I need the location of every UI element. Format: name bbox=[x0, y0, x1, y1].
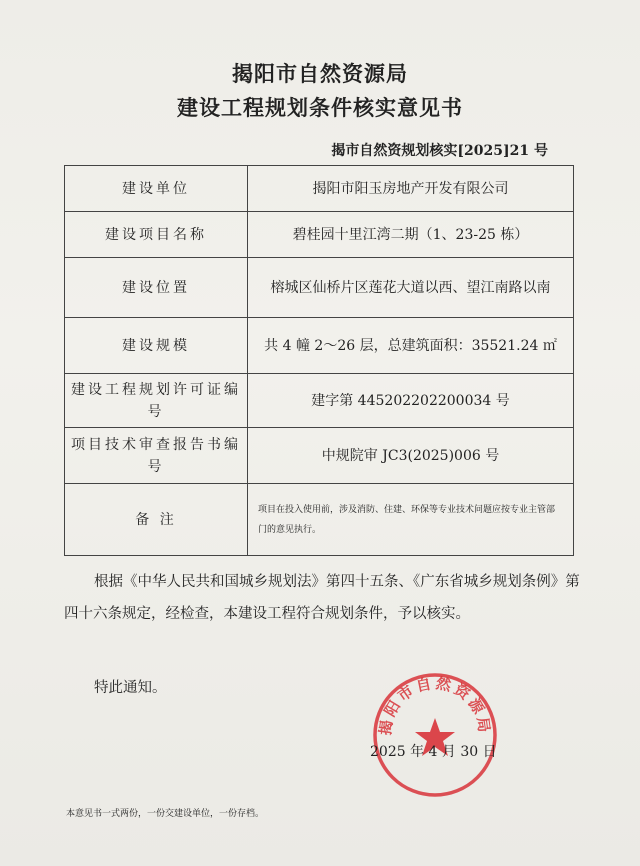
svg-text:揭阳市自然资源局: 揭阳市自然资源局 bbox=[376, 674, 494, 737]
row-value: 揭阳市阳玉房地产开发有限公司 bbox=[248, 166, 574, 212]
row-value: 共 4 幢 2～26 层，总建筑面积：35521.24 ㎡ bbox=[248, 318, 574, 374]
table-row bbox=[65, 428, 574, 484]
row-label: 建设单位 bbox=[65, 166, 248, 212]
document-title: 建设工程规划条件核实意见书 bbox=[177, 95, 463, 120]
row-label: 建设规模 bbox=[65, 318, 248, 374]
row-value: 中规院审 JC3(2025)006 号 bbox=[248, 428, 574, 484]
row-value: 榕城区仙桥片区莲花大道以西、望江南路以南 bbox=[248, 258, 574, 318]
table-row bbox=[65, 212, 574, 258]
info-table bbox=[64, 165, 574, 556]
issue-date: 2025 年 4 月 30 日 bbox=[370, 744, 497, 760]
document-number: 揭市自然资规划核实[2025]21 号 bbox=[331, 143, 548, 159]
official-seal bbox=[370, 670, 500, 800]
table-row bbox=[65, 166, 574, 212]
row-value-remark: 项目在投入使用前，涉及消防、住建、环保等专业技术问题应按专业主管部门的意见执行。 bbox=[248, 484, 574, 556]
table-row bbox=[65, 258, 574, 318]
row-label: 建设项目名称 bbox=[65, 212, 248, 258]
row-label: 建设位置 bbox=[65, 258, 248, 318]
footnote: 本意见书一式两份，一份交建设单位，一份存档。 bbox=[66, 809, 265, 819]
table-row bbox=[65, 318, 574, 374]
row-label: 建设工程规划许可证编号 bbox=[65, 374, 248, 428]
row-label: 备 注 bbox=[65, 484, 248, 556]
document-title-issuer: 揭阳市自然资源局 bbox=[232, 61, 408, 86]
row-value: 碧桂园十里江湾二期（1、23-25 栋） bbox=[248, 212, 574, 258]
table-row bbox=[65, 484, 574, 556]
row-value: 建字第 445202202200034 号 bbox=[248, 374, 574, 428]
table-row bbox=[65, 374, 574, 428]
body-paragraph: 根据《中华人民共和国城乡规划法》第四十五条、《广东省城乡规划条例》第四十六条规定，经检查，本建设工程符合规划条件，予以核实。 bbox=[64, 574, 580, 622]
row-label: 项目技术审查报告书编号 bbox=[65, 428, 248, 484]
closing-notice: 特此通知。 bbox=[94, 680, 167, 696]
